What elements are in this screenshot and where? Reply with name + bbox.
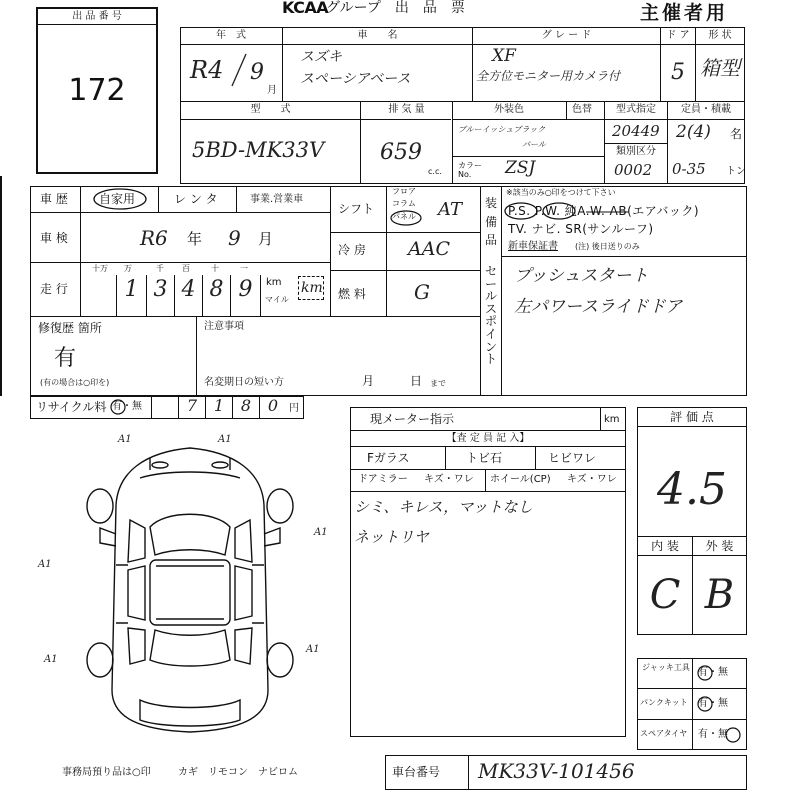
maker-name: スズキ bbox=[300, 49, 342, 65]
doors-value: 5 bbox=[671, 60, 685, 85]
damage-mark-rear-left: A1 bbox=[44, 654, 58, 665]
mileage-digit-1: 9 bbox=[238, 277, 253, 302]
glass-option-chip[interactable]: トビ石 bbox=[466, 451, 503, 465]
form-role-label: 主催者用 bbox=[640, 2, 729, 24]
mileage-place-100: 百 bbox=[182, 264, 190, 273]
inspection-month-unit: 月 bbox=[258, 230, 274, 248]
glass-option-crack[interactable]: ヒビワレ bbox=[548, 451, 597, 465]
history-option-business[interactable]: 事業.営業車 bbox=[250, 194, 304, 205]
equipment-line-2: TV. ナビ. SR(サンルーフ) bbox=[508, 222, 654, 236]
recycle-label: リサイクル料 bbox=[36, 400, 107, 414]
grade-line-2: 全方位モニター用カメラ付 bbox=[476, 69, 621, 83]
mileage-digit-10: 8 bbox=[209, 277, 224, 302]
shift-value: AT bbox=[438, 199, 463, 220]
remarks-label: 注意事項 bbox=[204, 321, 244, 332]
name-change-label: 名変期日の短い方 bbox=[204, 377, 284, 388]
ac-label: 冷 房 bbox=[338, 243, 366, 257]
mirror-label: ドアミラー bbox=[358, 474, 408, 485]
wheel-options[interactable]: キズ・ワレ bbox=[567, 474, 617, 485]
damage-mark-front-right: A1 bbox=[218, 434, 232, 445]
color-no-value: ZSJ bbox=[505, 158, 536, 178]
sale-point-2: 左パワースライドドア bbox=[514, 297, 683, 317]
inspector-note-2: ネットリヤ bbox=[354, 528, 429, 546]
month-unit: 月 bbox=[267, 85, 277, 96]
equipment-note: ※該当のみ○印をつけて下さい bbox=[506, 188, 616, 197]
year-era: R4 bbox=[190, 56, 224, 84]
repair-label: 修復歴 箇所 bbox=[38, 321, 102, 335]
equipment-line-3: 新車保証書 bbox=[508, 241, 558, 252]
name-change-day-unit: 日 bbox=[410, 374, 423, 388]
sale-points-label: セールスポイント bbox=[485, 264, 498, 367]
glass-label: Fガラス bbox=[367, 451, 410, 465]
fuel-value: G bbox=[414, 280, 430, 304]
history-option-rental[interactable]: レ ン タ bbox=[174, 192, 218, 206]
fuel-label: 燃 料 bbox=[338, 287, 366, 301]
mileage-unit-selected: km bbox=[301, 280, 323, 296]
name-change-until: まで bbox=[430, 379, 446, 388]
shift-option-column[interactable]: コラム bbox=[392, 199, 416, 208]
puncture-kit-value[interactable]: 有・無 bbox=[698, 698, 728, 709]
car-name-label: 車 名 bbox=[357, 30, 398, 41]
mileage-place-1: 一 bbox=[240, 264, 248, 273]
color-line-1: ブルーイッシュブラック bbox=[458, 125, 546, 134]
ac-value: AAC bbox=[408, 238, 450, 260]
recycle-yen-unit: 円 bbox=[289, 403, 299, 414]
damage-mark-rear-right: A1 bbox=[306, 644, 320, 655]
doors-label: ド ア bbox=[666, 30, 690, 41]
mileage-label: 走 行 bbox=[40, 282, 68, 296]
brand-logo: KCAA bbox=[282, 0, 329, 17]
mileage-digit-10k: 1 bbox=[124, 277, 139, 302]
damage-mark-left-side: A1 bbox=[38, 559, 52, 570]
displacement-label: 排 気 量 bbox=[388, 104, 425, 115]
spare-tire-value[interactable]: 有・無 bbox=[698, 729, 728, 740]
shift-label: シフト bbox=[338, 202, 375, 216]
lot-number-value: 172 bbox=[68, 73, 126, 108]
lot-number-label: 出 品 番 号 bbox=[72, 11, 122, 22]
repair-note: (有の場合は○印を) bbox=[40, 378, 110, 387]
displacement-value: 659 bbox=[380, 140, 422, 165]
mileage-digit-1k: 3 bbox=[153, 277, 168, 302]
meter-unit: km bbox=[604, 414, 620, 425]
mileage-place-10: 十 bbox=[211, 264, 219, 273]
mileage-place-1k: 千 bbox=[156, 264, 164, 273]
mileage-place-100k: 十万 bbox=[92, 264, 108, 273]
capacity-label: 定員・積載 bbox=[681, 104, 731, 115]
damage-mark-right-side: A1 bbox=[314, 527, 328, 538]
rating-label: 評 価 点 bbox=[670, 410, 714, 424]
mileage-unit-km[interactable]: km bbox=[266, 277, 282, 288]
load-unit: トン bbox=[726, 166, 746, 177]
year-label: 年 式 bbox=[216, 30, 246, 41]
mileage-place-10k: 万 bbox=[124, 264, 132, 273]
inspection-year-unit: 年 bbox=[187, 230, 203, 248]
grade-label: グ レ ー ド bbox=[541, 30, 592, 41]
jack-label: ジャッキ工具 bbox=[642, 663, 690, 672]
color-no-label: カラー No. bbox=[458, 161, 482, 179]
color-change-label: 色替 bbox=[572, 104, 592, 115]
history-option-private[interactable]: 自家用 bbox=[99, 192, 136, 206]
shift-option-panel[interactable]: パネル bbox=[392, 212, 416, 221]
cc-unit: c.c. bbox=[428, 167, 442, 176]
office-note: 事務局預り品は○印 bbox=[62, 767, 151, 778]
model-code-value: 5BD-MK33V bbox=[192, 138, 325, 162]
grade-line-1: XF bbox=[492, 46, 516, 66]
puncture-kit-label: パンクキット bbox=[640, 698, 688, 707]
category-value: 0002 bbox=[614, 161, 653, 179]
repair-value: 有 bbox=[54, 346, 77, 371]
interior-score: C bbox=[649, 572, 681, 618]
equipment-line-1: P.S. P.W. 純A.W. AB(エアバック) bbox=[508, 204, 700, 218]
category-label: 類別区分 bbox=[616, 146, 656, 157]
recycle-digit-3: 1 bbox=[213, 396, 225, 415]
recycle-digit-5: 0 bbox=[267, 396, 279, 415]
mirror-options[interactable]: キズ・ワレ bbox=[424, 474, 474, 485]
office-items: カギ リモコン ナビロム bbox=[178, 767, 298, 778]
shape-value: 箱型 bbox=[700, 56, 740, 80]
shift-option-floor[interactable]: フロア bbox=[392, 187, 416, 196]
interior-label: 内 装 bbox=[651, 539, 679, 553]
damage-mark-front-left: A1 bbox=[118, 434, 132, 445]
mileage-unit-mile[interactable]: マイル bbox=[265, 295, 289, 304]
type-designation-value: 20449 bbox=[612, 122, 660, 140]
exterior-score: B bbox=[704, 572, 735, 618]
exterior-label: 外 装 bbox=[705, 539, 734, 553]
year-month: 9 bbox=[250, 60, 264, 85]
inspector-title: 【査 定 員 記 入】 bbox=[446, 433, 530, 444]
capacity-value: 2(4) bbox=[676, 122, 711, 142]
inspector-note-1: シミ、キレス，マットなし bbox=[354, 498, 533, 516]
color-line-2: パール bbox=[522, 140, 546, 149]
meter-label: 現メーター指示 bbox=[370, 412, 455, 426]
inspection-label: 車 検 bbox=[40, 231, 68, 245]
shape-label: 形 状 bbox=[708, 30, 732, 41]
history-label: 車 歴 bbox=[40, 192, 68, 206]
recycle-digit-4: 8 bbox=[240, 396, 252, 415]
recycle-digit-2: 7 bbox=[186, 396, 198, 415]
capacity-unit: 名 bbox=[730, 127, 743, 141]
equipment-label: 装備品 bbox=[485, 196, 498, 248]
model-name: スペーシアベース bbox=[300, 71, 411, 87]
load-value: 0-35 bbox=[672, 160, 706, 178]
form-title: グループ 出 品 票 bbox=[326, 0, 465, 16]
chassis-value: MK33V-101456 bbox=[478, 759, 635, 783]
recycle-options[interactable]: 有・無 bbox=[112, 401, 142, 412]
chassis-label: 車台番号 bbox=[392, 765, 441, 779]
name-change-month-unit: 月 bbox=[362, 374, 375, 388]
type-designation-label: 型式指定 bbox=[616, 104, 656, 115]
wheel-label: ホイール(CP) bbox=[490, 474, 551, 485]
inspection-era: R6 bbox=[140, 226, 168, 250]
sale-point-1: プッシュスタート bbox=[514, 266, 649, 286]
color-label: 外装色 bbox=[494, 104, 524, 115]
mileage-digit-100: 4 bbox=[181, 277, 196, 302]
jack-value[interactable]: 有・無 bbox=[698, 667, 728, 678]
model-code-label: 型 式 bbox=[250, 104, 291, 115]
rating-score: 4.5 bbox=[657, 464, 727, 515]
spare-tire-label: スペアタイヤ bbox=[640, 729, 688, 738]
inspection-month: 9 bbox=[228, 226, 241, 250]
equipment-line-3-note: (注) 後日送りのみ bbox=[575, 242, 640, 251]
